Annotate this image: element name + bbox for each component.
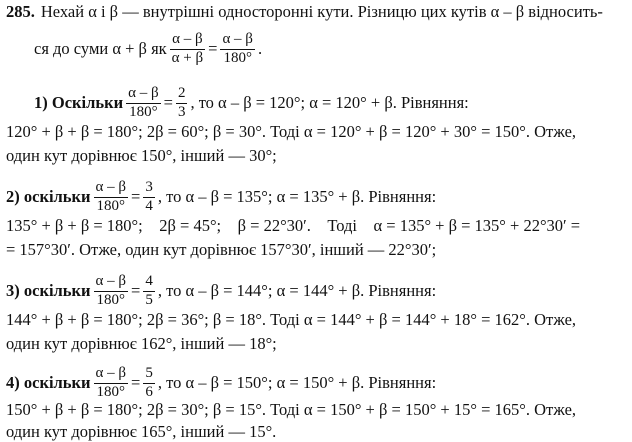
- case-4-label: 4) оскільки: [6, 373, 91, 392]
- case-2-head: [6, 180, 436, 215]
- fraction-denominator: 4: [145, 197, 153, 214]
- equals-sign: =: [208, 39, 218, 58]
- intro-text-1: Нехай α і β — внутрішні односторонні кути. Різницю цих кутів α – β відносить-: [40, 2, 603, 21]
- intro-text-2b: .: [257, 39, 263, 58]
- case-3-line-3: один кут дорівнює 162°, інший — 18°;: [6, 334, 277, 353]
- case-3-label: 3) оскільки: [6, 281, 91, 300]
- case-2-fraction-1: [94, 180, 129, 215]
- case-3-head: [6, 274, 436, 309]
- case-1-head: [34, 86, 469, 121]
- fraction-denominator: 3: [177, 103, 186, 120]
- case-4-line-3: один кут дорівнює 165°, інший — 15°.: [6, 422, 277, 441]
- case-3-rest: , то α – β = 144°; α = 144° + β. Рівняння:: [157, 281, 437, 300]
- case-2-line-2-text: 135° + β + β = 180°; 2β = 45°; β = 22°30′. Тоді α = 135° + β = 135° + 22°30′ =: [6, 216, 581, 235]
- case-4-fraction-1: [94, 366, 129, 401]
- fraction-numerator: α – β: [94, 274, 129, 292]
- case-4-rest: , то α – β = 150°; α = 150° + β. Рівняння:: [157, 373, 437, 392]
- case-1-fraction-2: [176, 86, 188, 121]
- fraction-denominator: 6: [145, 383, 153, 400]
- intro-line-2: [34, 32, 262, 67]
- intro-fraction-2: [220, 32, 255, 67]
- case-2-fraction-2: [143, 180, 155, 215]
- case-1-rest: , то α – β = 120°; α = 120° + β. Рівняння:: [190, 93, 469, 112]
- fraction-denominator: 180°: [223, 49, 252, 66]
- fraction-denominator: 180°: [96, 197, 126, 214]
- case-4-line-2: 150° + β + β = 180°; 2β = 30°; β = 15°. Тоді α = 150° + β = 150° + 15° = 165°. Отже,: [6, 400, 577, 419]
- case-1-label: 1) Оскільки: [34, 93, 124, 112]
- equals-sign: =: [131, 187, 141, 206]
- fraction-denominator: 180°: [96, 383, 126, 400]
- intro-text-2a: ся до суми α + β як: [34, 39, 167, 58]
- fraction-numerator: α – β: [126, 86, 161, 104]
- case-2-line-3: = 157°30′. Отже, один кут дорівнює 157°30′, інший — 22°30′;: [6, 240, 437, 259]
- fraction-numerator: 3: [143, 180, 155, 198]
- case-1-line-2: 120° + β + β = 180°; 2β = 60°; β = 30°. Тоді α = 120° + β = 120° + 30° = 150°. Отже,: [6, 122, 577, 141]
- equals-sign: =: [131, 281, 141, 300]
- fraction-numerator: α – β: [94, 366, 129, 384]
- fraction-numerator: 2: [176, 86, 188, 104]
- problem-number: 285.: [6, 2, 35, 21]
- equals-sign: =: [131, 373, 141, 392]
- case-3-fraction-1: [94, 274, 129, 309]
- intro-fraction-1: [170, 32, 205, 67]
- case-2-rest: , то α – β = 135°; α = 135° + β. Рівняння:: [157, 187, 437, 206]
- case-2-label: 2) оскільки: [6, 187, 91, 206]
- fraction-numerator: α – β: [170, 32, 205, 50]
- intro-line-1: [6, 4, 603, 21]
- fraction-numerator: α – β: [220, 32, 255, 50]
- case-3-line-2: 144° + β + β = 180°; 2β = 36°; β = 18°. Тоді α = 144° + β = 144° + 18° = 162°. Отже,: [6, 310, 577, 329]
- case-4-head: [6, 366, 436, 401]
- case-3-fraction-2: [143, 274, 155, 309]
- equals-sign: =: [163, 93, 173, 112]
- fraction-denominator: 5: [145, 291, 153, 308]
- fraction-denominator: 180°: [96, 291, 126, 308]
- fraction-numerator: 4: [143, 274, 155, 292]
- case-1-line-3: один кут дорівнює 150°, інший — 30°;: [6, 146, 277, 165]
- fraction-denominator: 180°: [129, 103, 158, 120]
- case-1-fraction-1: [126, 86, 161, 121]
- fraction-denominator: α + β: [171, 49, 204, 66]
- case-4-fraction-2: [143, 366, 155, 401]
- fraction-numerator: 5: [143, 366, 155, 384]
- fraction-numerator: α – β: [94, 180, 129, 198]
- case-2-line-2: [6, 218, 580, 235]
